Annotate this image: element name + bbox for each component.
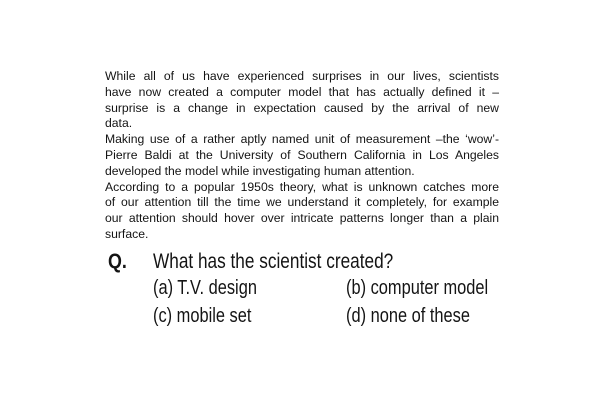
passage-line: While all of us have experienced surprises in our lives, scientists: [105, 69, 499, 83]
option-c[interactable]: (c) mobile set: [153, 305, 252, 327]
passage-line: have now created a computer model that has actually defined it –: [105, 84, 499, 99]
passage-line: Making use of a rather aptly named unit of measurement –the ‘wow’-: [105, 132, 499, 147]
option-d[interactable]: (d) none of these: [346, 305, 470, 327]
passage-line: surface.: [105, 226, 149, 241]
question-label: Q.: [108, 250, 127, 273]
passage-line: Pierre Baldi at the University of Southern California in Los Angeles: [105, 147, 499, 162]
question-text: What has the scientist created?: [153, 250, 394, 273]
passage-line: our attention should hover over intricate patterns longer than a plain: [105, 211, 499, 226]
option-b[interactable]: (b) computer model: [346, 277, 489, 299]
option-a[interactable]: (a) T.V. design: [153, 277, 257, 299]
passage-line: According to a popular 1950s theory, what is unknown catches more: [105, 179, 499, 194]
passage-line: data.: [105, 116, 133, 131]
passage-line: surprise is a change in expectation caused by the arrival of new: [105, 100, 499, 115]
reading-passage: [105, 69, 499, 243]
passage-line: of our attention till the time we understand it completely, for example: [105, 195, 499, 210]
passage-line: developed the model while investigating human attention.: [105, 163, 415, 178]
